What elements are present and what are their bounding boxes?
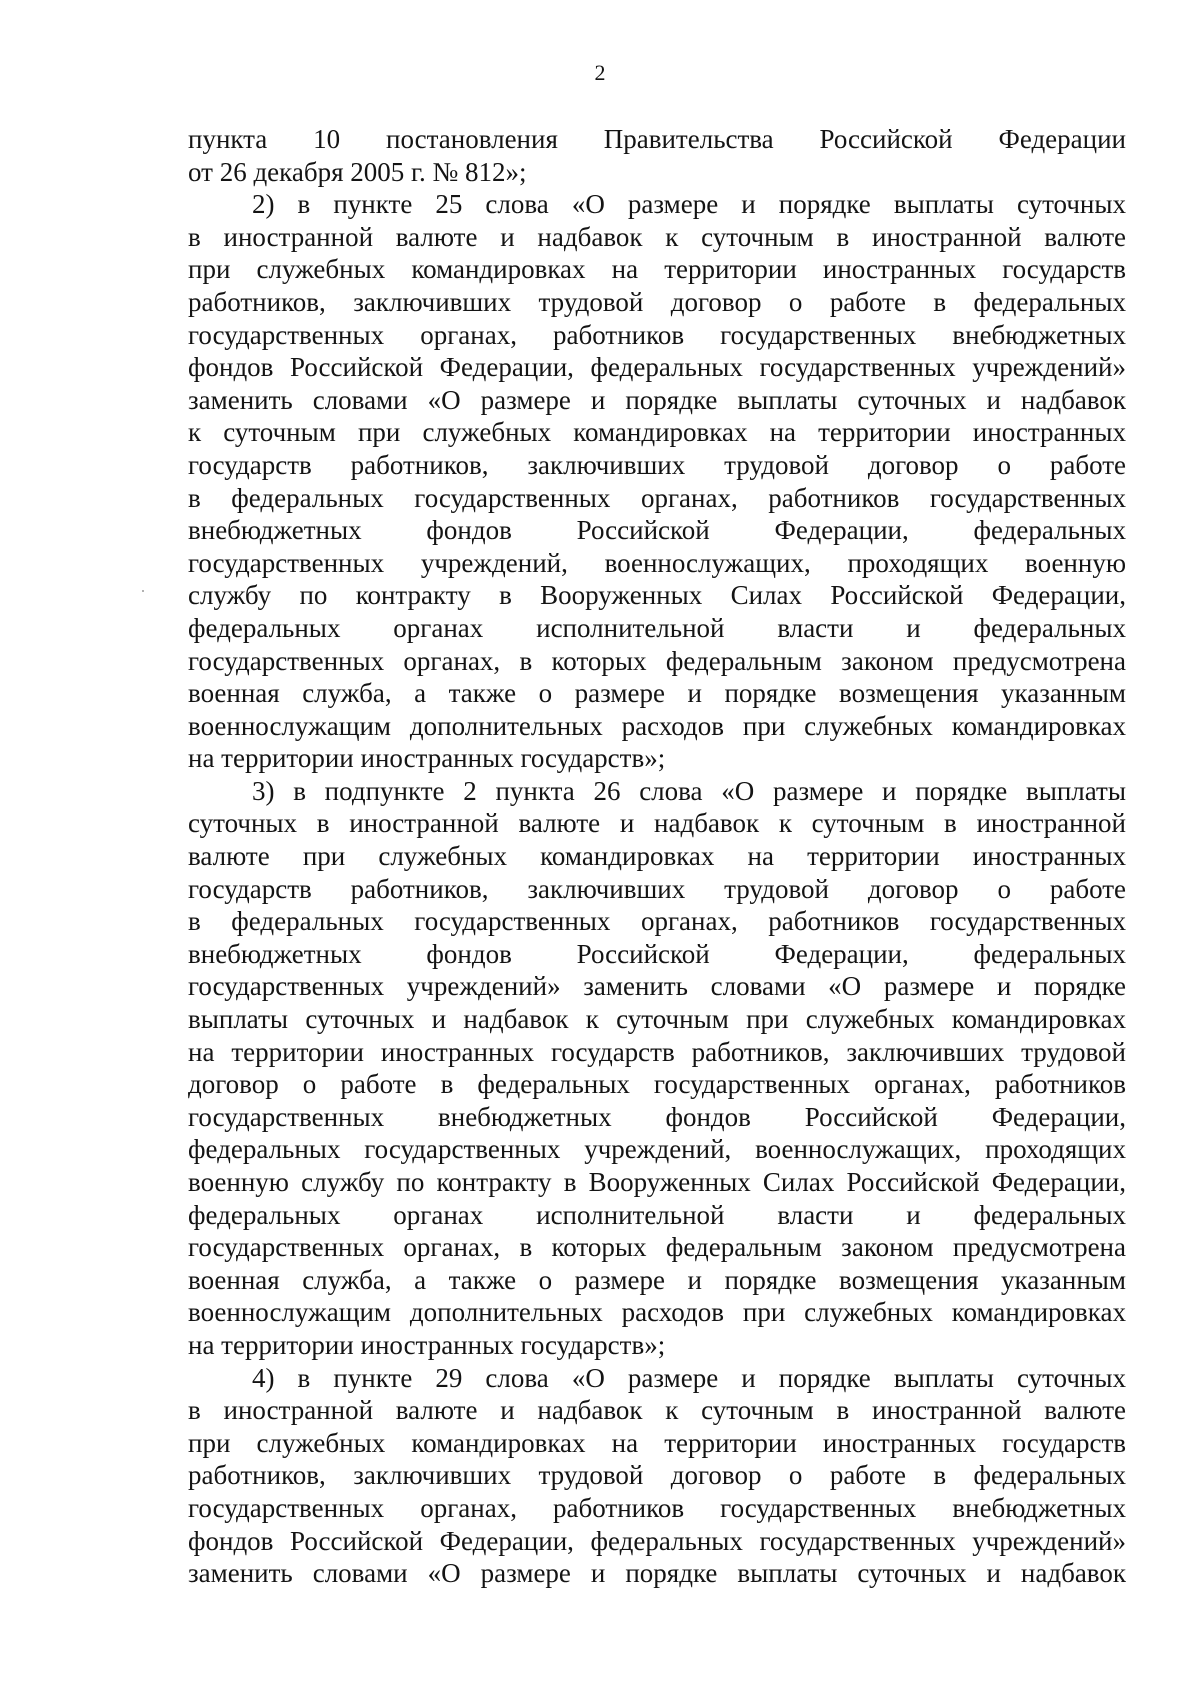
text-line: суточных в иностранной валюте и надбавок к суточным в иностранной bbox=[188, 808, 1126, 839]
text-line: при служебных командировках на территории иностранных государств bbox=[188, 254, 1126, 285]
text-line: федеральных органах исполнительной власти и федеральных bbox=[188, 612, 1126, 643]
document-body bbox=[188, 123, 1126, 1590]
text-line: к суточным при служебных командировках на территории иностранных bbox=[188, 417, 1126, 448]
text-line: военнослужащим дополнительных расходов при служебных командировках bbox=[188, 1297, 1126, 1328]
text-line: военнослужащим дополнительных расходов при служебных командировках bbox=[188, 710, 1126, 741]
text-line: от 26 декабря 2005 г. № 812»; bbox=[188, 156, 527, 187]
text-line: выплаты суточных и надбавок к суточным при служебных командировках bbox=[188, 1004, 1126, 1035]
scan-speck bbox=[142, 590, 144, 592]
text-line: в федеральных государственных органах, работников государственных bbox=[188, 906, 1126, 937]
text-line: 2) в пункте 25 слова «О размере и порядке выплаты суточных bbox=[252, 189, 1126, 220]
text-line: государственных внебюджетных фондов Российской Федерации, bbox=[188, 1101, 1126, 1132]
text-line: в иностранной валюте и надбавок к суточным в иностранной валюте bbox=[188, 1395, 1126, 1426]
text-line: заменить словами «О размере и порядке выплаты суточных и надбавок bbox=[188, 384, 1126, 415]
text-line: договор о работе в федеральных государственных органах, работников bbox=[188, 1069, 1126, 1100]
text-line: государственных органах, работников государственных внебюджетных bbox=[188, 1492, 1126, 1523]
text-line: внебюджетных фондов Российской Федерации, федеральных bbox=[188, 515, 1126, 546]
text-line: государств работников, заключивших трудовой договор о работе bbox=[188, 873, 1126, 904]
text-line: фондов Российской Федерации, федеральных государственных учреждений» bbox=[188, 352, 1126, 383]
text-line: 3) в подпункте 2 пункта 26 слова «О размере и порядке выплаты bbox=[252, 775, 1126, 806]
text-line: на территории иностранных государств работников, заключивших трудовой bbox=[188, 1036, 1126, 1067]
text-line: федеральных органах исполнительной власти и федеральных bbox=[188, 1199, 1126, 1230]
text-line: внебюджетных фондов Российской Федерации, федеральных bbox=[188, 938, 1126, 969]
text-line: при служебных командировках на территории иностранных государств bbox=[188, 1427, 1126, 1458]
text-line: федеральных государственных учреждений, военнослужащих, проходящих bbox=[188, 1134, 1126, 1165]
text-line: государственных учреждений, военнослужащих, проходящих военную bbox=[188, 547, 1126, 578]
text-line: военную службу по контракту в Вооруженных Силах Российской Федерации, bbox=[188, 1167, 1126, 1197]
text-line: фондов Российской Федерации, федеральных государственных учреждений» bbox=[188, 1525, 1126, 1556]
text-line: государств работников, заключивших трудовой договор о работе bbox=[188, 449, 1126, 480]
text-line: на территории иностранных государств»; bbox=[188, 1329, 666, 1360]
text-line: государственных органах, в которых федеральным законом предусмотрена bbox=[188, 1232, 1126, 1263]
text-line: работников, заключивших трудовой договор о работе в федеральных bbox=[188, 1460, 1126, 1491]
text-line: военная служба, а также о размере и порядке возмещения указанным bbox=[188, 1264, 1126, 1295]
text-line: государственных органах, работников государственных внебюджетных bbox=[188, 319, 1126, 350]
text-line: военная служба, а также о размере и порядке возмещения указанным bbox=[188, 678, 1126, 709]
text-line: государственных органах, в которых федеральным законом предусмотрена bbox=[188, 645, 1126, 676]
text-line: заменить словами «О размере и порядке выплаты суточных и надбавок bbox=[188, 1558, 1126, 1589]
text-line: в федеральных государственных органах, работников государственных bbox=[188, 482, 1126, 513]
text-line: на территории иностранных государств»; bbox=[188, 743, 666, 774]
text-line: валюте при служебных командировках на территории иностранных bbox=[188, 841, 1126, 872]
text-line: пункта 10 постановления Правительства Российской Федерации bbox=[188, 124, 1126, 154]
text-line: службу по контракту в Вооруженных Силах Российской Федерации, bbox=[188, 580, 1126, 611]
text-line: государственных учреждений» заменить словами «О размере и порядке bbox=[188, 971, 1126, 1002]
text-line: работников, заключивших трудовой договор о работе в федеральных bbox=[188, 286, 1126, 317]
text-line: 4) в пункте 29 слова «О размере и порядке выплаты суточных bbox=[252, 1362, 1126, 1393]
page-number: 2 bbox=[594, 60, 606, 85]
text-line: в иностранной валюте и надбавок к суточным в иностранной валюте bbox=[188, 221, 1126, 252]
